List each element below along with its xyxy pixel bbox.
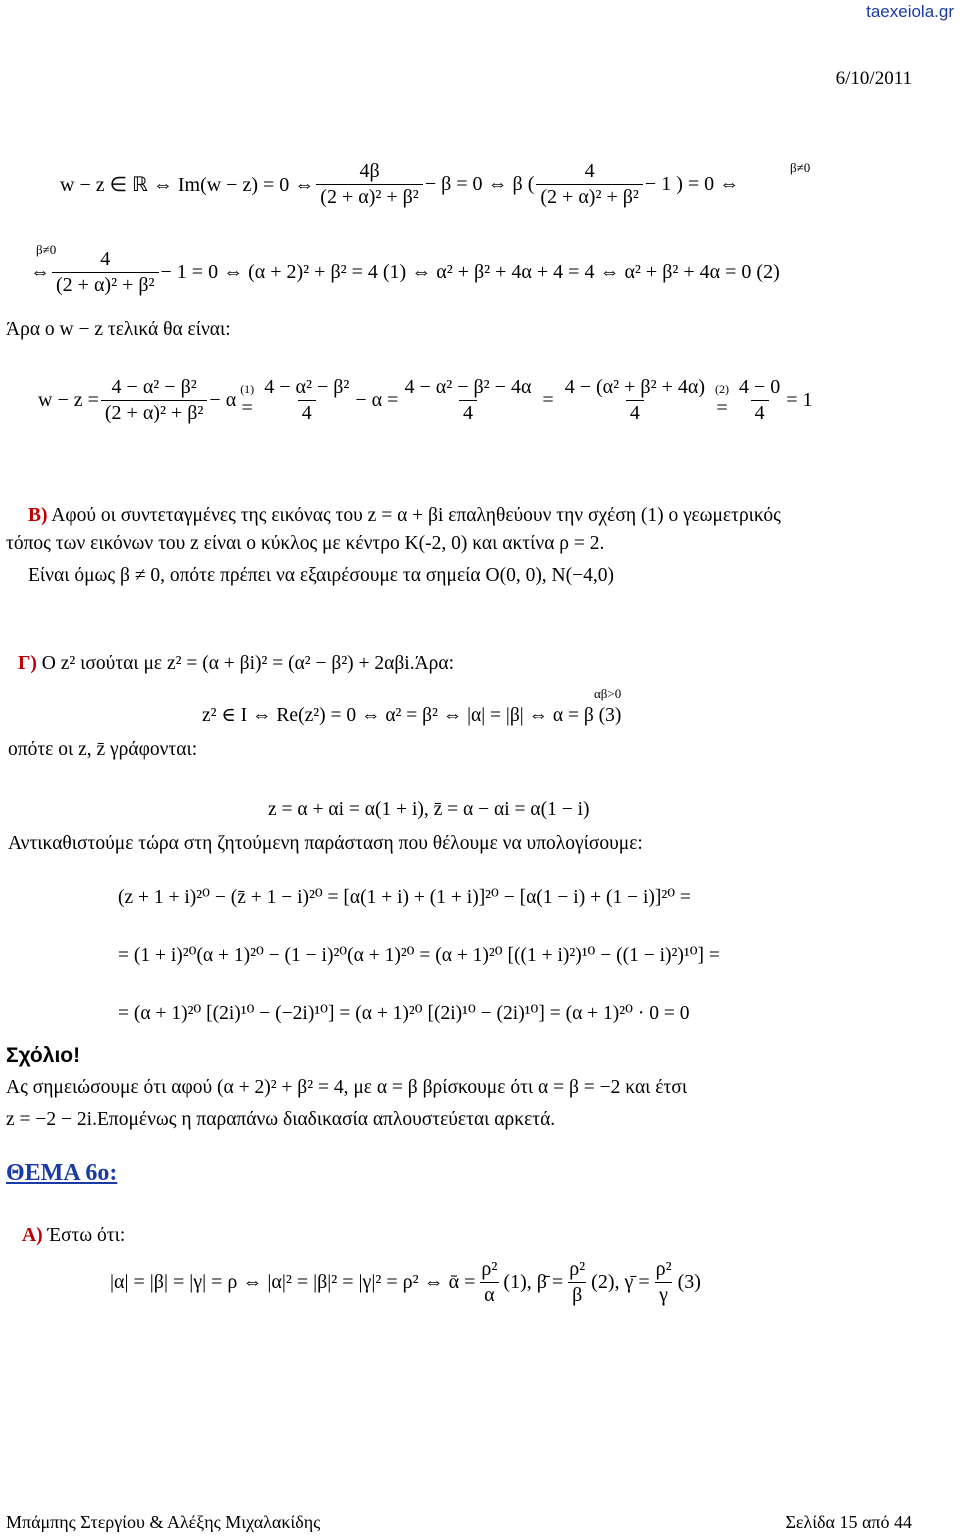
section-b-line-2: τόπος των εικόνων του z είναι ο κύκλος με κέντρο Κ(-2, 0) και ακτίνα ρ = 2.	[6, 533, 605, 554]
eq4-fraction-3	[400, 376, 535, 425]
ref-label: (2)	[715, 381, 729, 396]
eq2-start: ⇔	[30, 261, 50, 283]
equation-line-2	[30, 248, 780, 297]
eq-a-fraction-1	[477, 1258, 501, 1307]
eq2-rest: − 1 = 0 ⇔ (α + 2)² + β² = 4 (1) ⇔ α² + β² + 4α + 4 = 4 ⇔ α² + β² + 4α = 0 (2)	[160, 261, 780, 283]
eq4-b: − α =	[355, 389, 399, 411]
frac-numerator: ρ²	[655, 1258, 672, 1280]
frac-numerator: 4	[584, 160, 595, 182]
frac-denominator: 4	[751, 400, 769, 425]
frac-numerator: 4 − α² − β² − 4α	[404, 376, 532, 398]
note-line-2: z = −2 − 2i.Επομένως η παραπάνω διαδικασία απλουστεύεται αρκετά.	[6, 1109, 556, 1130]
equation-line-1	[60, 160, 739, 209]
calc-line-1: (z + 1 + i)²⁰ − (z̄ + 1 − i)²⁰ = [α(1 + i) + (1 + i)]²⁰ − [α(1 − i) + (1 − i)]²⁰ =	[118, 887, 691, 908]
eq-a-fraction-2	[565, 1258, 589, 1307]
eq4-a: − α	[209, 389, 237, 411]
section-a-label: Α)	[22, 1225, 43, 1246]
eq4-ref2-eq: (2) =	[715, 381, 729, 419]
section-b-label: Β)	[28, 505, 48, 526]
eq-a-start: |α| = |β| = |γ| = ρ ⇔ |α|² = |β|² = |γ|² = ρ² ⇔ ᾱ =	[110, 1271, 476, 1293]
note-title: Σχόλιο!	[6, 1044, 81, 1067]
theme-title: ΘΕΜΑ 6ο:	[6, 1160, 118, 1186]
frac-numerator: ρ²	[569, 1258, 586, 1280]
eq-a-mid-1: (1), β̄ =	[503, 1271, 564, 1293]
section-c-line-3: οπότε οι z, z̄ γράφονται:	[8, 739, 198, 760]
condition-label-3: αβ>0	[594, 686, 622, 701]
equation-line-4: w − z = $\frac{\text{4 − α² − β²}}{\text{(2 + α)² + β²}}$ − α (1) = $\frac{\text{4 − α² − β²}}{4}$ − α = $\frac{\text{4 − α² − β² − 4α}}{4}$ = $\frac{\text{4 − (α² + β² + 4α)}}{4}$ (2) = $\frac{4 - 0}{4}$ = 1	[38, 376, 813, 424]
frac-denominator: (2 + α)² + β²	[536, 184, 643, 209]
frac-numerator: 4	[100, 248, 111, 270]
text-line: Άρα ο w − z τελικά θα είναι:	[6, 319, 231, 340]
section-c-line-2: z² ∈ I ⇔ Re(z²) = 0 ⇔ α² = β² ⇔ |α| = |β| ⇔ α = β (3)	[202, 705, 622, 726]
eq4-fraction-2	[260, 376, 353, 425]
eq2-fraction	[52, 248, 159, 297]
footer-authors: Μπάμπης Στεργίου & Αλέξης Μιχαλακίδης	[6, 1512, 321, 1532]
frac-denominator: β	[568, 1282, 586, 1307]
section-a-text: Έστω ότι:	[42, 1225, 126, 1246]
eq4-fraction-4	[561, 376, 709, 425]
eq4-fraction-5	[735, 376, 784, 425]
calc-line-3: = (α + 1)²⁰ [(2i)¹⁰ − (−2i)¹⁰] = (α + 1)²⁰ [(2i)¹⁰ − (2i)¹⁰] = (α + 1)²⁰ · 0 = 0	[118, 1003, 690, 1024]
section-a-equation	[110, 1258, 701, 1307]
frac-denominator: α	[480, 1282, 498, 1307]
section-c-text: Ο z² ισούται με z² = (α + βi)² = (α² − β²) + 2αβi.Άρα:	[36, 653, 455, 674]
frac-denominator: 4	[459, 400, 477, 425]
section-b-line-1	[28, 502, 781, 529]
section-b-line-3: Είναι όμως β ≠ 0, οπότε πρέπει να εξαιρέσουμε τα σημεία Ο(0, 0), Ν(−4,0)	[28, 565, 614, 586]
document-date: 6/10/2011	[835, 68, 912, 89]
eq1-end: − 1 ) = 0 ⇔	[644, 173, 740, 195]
section-c-line-4: z = α + αi = α(1 + i), z̄ = α − αi = α(1 − i)	[268, 799, 590, 820]
frac-denominator: 4	[626, 400, 644, 425]
section-c-line-1	[18, 650, 454, 677]
section-b-text: Αφού οι συντεταγμένες της εικόνας του z = α + βi επαληθεύουν την σχέση (1) ο γεωμετρικός	[47, 505, 781, 526]
ref-label: (1)	[240, 381, 255, 396]
footer-page-number: Σελίδα 15 από 44	[785, 1512, 912, 1532]
frac-numerator: ρ²	[481, 1258, 498, 1280]
site-link[interactable]: taexeiola.gr	[866, 2, 954, 21]
frac-numerator: 4β	[359, 160, 380, 182]
frac-numerator: 4 − α² − β²	[111, 376, 197, 398]
frac-denominator: (2 + α)² + β²	[101, 400, 208, 425]
eq-a-mid-2: (2), γ̄ =	[591, 1271, 650, 1293]
section-c-line-5: Αντικαθιστούμε τώρα στη ζητούμενη παράσταση που θέλουμε να υπολογίσουμε:	[8, 833, 643, 854]
eq1-fraction-2	[536, 160, 643, 209]
frac-denominator: (2 + α)² + β²	[52, 272, 159, 297]
eq1-start: w − z ∈ ℝ ⇔ Im(w − z) = 0 ⇔	[60, 174, 315, 196]
frac-numerator: 4 − α² − β²	[264, 376, 350, 398]
frac-numerator: 4 − 0	[739, 376, 781, 398]
calc-line-2: = (1 + i)²⁰(α + 1)²⁰ − (1 − i)²⁰(α + 1)²⁰ = (α + 1)²⁰ [((1 + i)²)¹⁰ − ((1 − i)²)¹⁰] =	[118, 945, 720, 966]
eq-a-fraction-3	[652, 1258, 676, 1307]
section-a-line-1	[22, 1222, 125, 1249]
frac-denominator: γ	[655, 1282, 672, 1307]
frac-numerator: 4 − (α² + β² + 4α)	[564, 376, 705, 398]
section-c-label: Γ)	[18, 653, 37, 674]
eq4-end: = 1	[786, 389, 813, 411]
note-line-1: Ας σημειώσουμε ότι αφού (α + 2)² + β² = 4, με α = β βρίσκουμε ότι α = β = −2 και έτσι	[6, 1077, 688, 1098]
condition-label: β≠0	[790, 160, 811, 175]
eq4-lhs: w − z =	[38, 389, 99, 411]
frac-denominator: 4	[298, 400, 316, 425]
eq4-fraction-1	[101, 376, 208, 425]
eq4-ref1-eq: (1) =	[240, 381, 255, 419]
frac-denominator: (2 + α)² + β²	[316, 184, 423, 209]
eq1-fraction	[316, 160, 423, 209]
condition-label-2: β≠0	[36, 242, 57, 257]
eq-a-end: (3)	[677, 1271, 701, 1293]
eq1-mid: − β = 0 ⇔ β (	[424, 173, 535, 195]
